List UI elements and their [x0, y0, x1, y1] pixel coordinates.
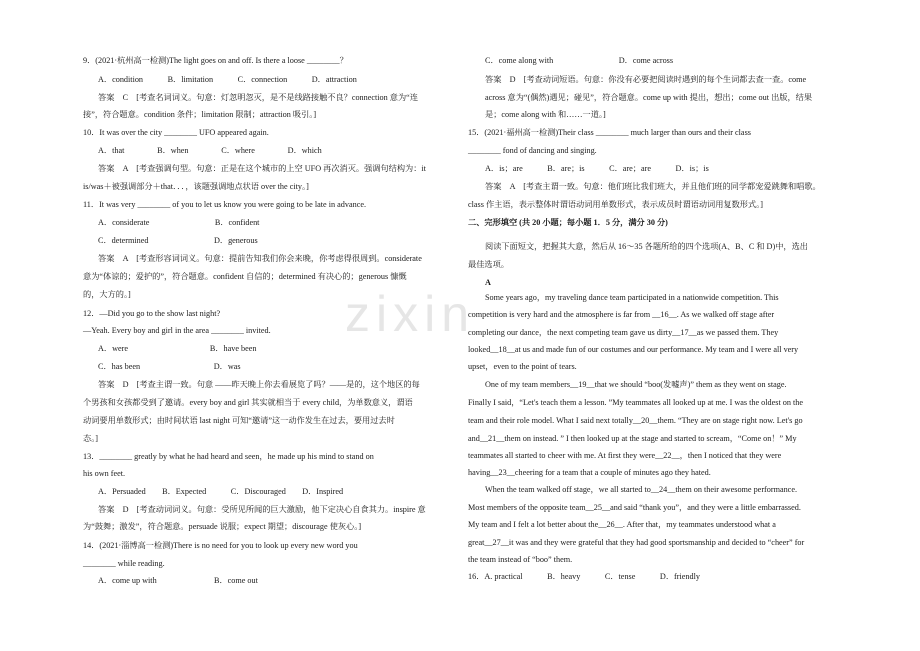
text-line: 阅读下面短文，把握其大意，然后从 16～35 各题所给的四个选项(A、B、C 和 D)中，选出: [485, 242, 808, 251]
text-line: competition is very hard and the atmosphere is far from __16__. As we walked off stage after: [468, 310, 775, 319]
text-line: the team instead of “boo” them.: [468, 555, 573, 564]
text-line: team and their role model. What I said next totally__20__them. “They are on stage right now. Let's go: [468, 416, 803, 425]
text-line: 答案 A [考查主谓一致。句意：他们班比我们班大，并且他们班的同学都宠爱跳舞和唱歌。: [485, 182, 821, 191]
text-line: completing our dance，the next competing team gave us dirty__17__as we passed them. They: [468, 328, 779, 337]
text-line: 14．(2021·淄博高一检测)There is no need for you to look up every new word you: [83, 541, 358, 550]
text-line: ________ fond of dancing and singing.: [468, 146, 597, 155]
text-line: A．considerate B．confident: [98, 218, 260, 227]
text-line: 9．(2021·杭州高一检测)The light goes on and off. Is there a loose ________？: [83, 56, 348, 65]
text-line: 答案 D [考查主谓一致。句意 ——昨天晚上你去看展览了吗？——是的，这个地区的每: [98, 380, 420, 389]
text-line: class 作主语，表示整体时谓语动词用单数形式，表示成员时谓语动词用复数形式。]: [468, 200, 763, 209]
text-line: 11．It was very ________ of you to let us know you were going to be late in advance.: [83, 200, 367, 209]
text-line: C．determined D．generous: [98, 236, 258, 245]
text-line: 动词要用单数形式；由时间状语 last night 可知“邀请”这一动作发生在过去，要用过去时: [83, 416, 395, 425]
text-line: having__23__cheering for a team that a couple of minutes ago they hated.: [468, 468, 711, 477]
text-line: A．Persuaded B．Expected C．Discouraged D．Inspired: [98, 487, 344, 496]
text-line: across 意为“(偶然)遇见；碰见”，符合题意。come up with 提出，想出；come out 出版，结果: [485, 93, 813, 102]
text-line: 二、完形填空 (共 20 小题；每小题 1．5 分，满分 30 分): [468, 218, 668, 227]
text-line: 答案 D [考查动词词义。句意：受所见所闻的巨大激励，他下定决心自食其力。inspire 意: [98, 505, 426, 514]
text-line: A．condition B．limitation C．connection D．attraction: [98, 75, 357, 84]
text-line: 最佳选项。: [468, 260, 509, 269]
text-line: A．is；are B．are；is C．are；are D．is；is: [485, 164, 709, 173]
text-line: —Yeah. Every boy and girl in the area ________ invited.: [83, 326, 271, 335]
text-line: C．come along with D．come across: [485, 56, 674, 65]
text-line: 12．—Did you go to the show last night?: [83, 309, 221, 318]
text-line: 答案 A [考查强调句型。句意：正是在这个城市的上空 UFO 再次消灭。强调句结构为：it: [98, 164, 426, 173]
text-line: When the team walked off stage，we all started to__24__them on their awesome performance.: [485, 485, 798, 494]
text-line: C．has been D．was: [98, 362, 241, 371]
text-line: 16．A. practical B．heavy C．tense D．friendly: [468, 572, 700, 581]
text-line: Most members of the opposite team__25__and said “thank you”，and they were a little embarrassed.: [468, 503, 801, 512]
text-line: 答案 D [考查动词短语。句意：你没有必要把阅读时遇到的每个生词都去查一查。come: [485, 75, 807, 84]
text-line: 接”，符合题意。condition 条件；limitation 限制；attraction 吸引。]: [83, 110, 317, 119]
text-line: 为“鼓舞；激发”，符合题意。persuade 说服；expect 期望；discourage 使灰心。]: [83, 522, 362, 531]
text-line: 10．It was over the city ________ UFO appeared again.: [83, 128, 269, 137]
text-line: My team and I felt a lot better about the__26__. After that，my teammates understood what a: [468, 520, 776, 529]
text-line: A．were B．have been: [98, 344, 257, 353]
text-line: upset，even to the point of tears.: [468, 362, 577, 371]
text-line: 意为“体谅的；爱护的”，符合题意。confident 自信的；determined 有决心的；generous 慷慨: [83, 272, 407, 281]
text-line: 的，大方的。]: [83, 290, 131, 299]
text-line: looked__18__at us and made fun of our costumes and our performance. My team and I were all very: [468, 345, 799, 354]
text-line: 态。]: [83, 434, 99, 443]
text-line: 13．________ greatly by what he had heard and seen，he made up his mind to stand on: [83, 452, 374, 461]
text-line: 个男孩和女孩都受到了邀请。every boy and girl 其实就相当于 every child，为单数意义，谓语: [83, 398, 413, 407]
text-line: Some years ago，my traveling dance team participated in a nationwide competition. This: [485, 293, 779, 302]
watermark: zixin: [345, 286, 476, 342]
text-line: 答案 A [考查形容词词义。句意：提前告知我们你会来晚，你考虑得很周到。considerate: [98, 254, 422, 263]
text-line: teammates all started to cheer with me. At first they were__22__，then I noticed that they were: [468, 451, 782, 460]
text-line: Finally I said，“Let's teach them a lesson. ”My teammates all looked up at me. I was the oldest on the: [468, 398, 804, 407]
text-line: A．that B．when C．where D．which: [98, 146, 322, 155]
text-line: 15．(2021·福州高一检测)Their class ________ much larger than ours and their class: [468, 128, 751, 137]
text-line: and__21__them on instead. ” I then looked up at the stage and started to scream，“Come on！” My: [468, 434, 797, 443]
text-line: 是；come along with 和……一道。]: [485, 110, 606, 119]
text-line: 答案 C [考查名词词义。句意：灯忽明忽灭，是不是线路接触不良？connection 意为“连: [98, 93, 418, 102]
text-line: great__27__it was and they were grateful that they had good sportsmanship and decided to “cheer” for: [468, 538, 805, 547]
text-line: ________ while reading.: [83, 559, 165, 568]
text-line: One of my team members__19__that we should “boo(发嘘声)” them as they went on stage.: [485, 380, 787, 389]
text-line: A: [485, 278, 491, 287]
text-line: his own feet.: [83, 469, 126, 478]
text-line: is/was＋被强调部分＋that．．．，该题强调地点状语 over the city。]: [83, 182, 309, 191]
text-line: A．come up with B．come out: [98, 576, 258, 585]
